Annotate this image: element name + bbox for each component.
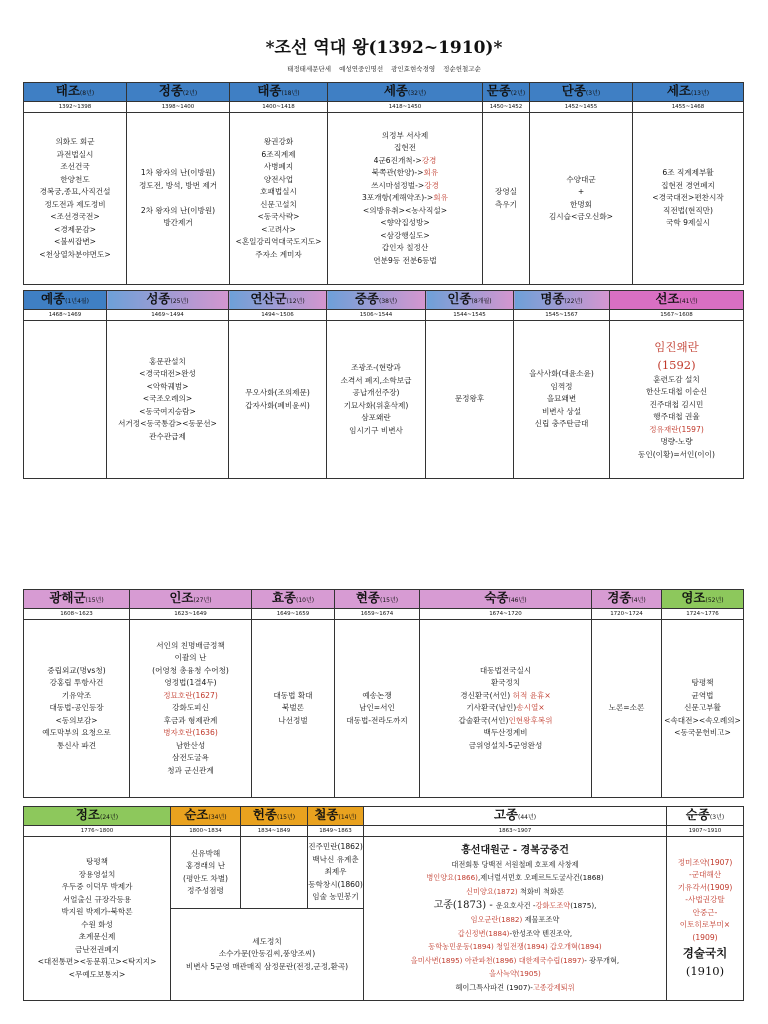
event-line: <경국대전>완성 bbox=[139, 369, 196, 379]
event-line: 수양대군 bbox=[566, 174, 596, 184]
event-line: 명량-노량 bbox=[660, 437, 693, 447]
king-header-yeonsangun: 연산군(12년) bbox=[229, 291, 327, 310]
king-header-taejong: 태종(18년) bbox=[230, 83, 328, 102]
event-line: 남인=서인 bbox=[359, 703, 395, 713]
event-line: 경복궁,종묘,사직건설 bbox=[39, 187, 111, 196]
king-events-sunjo bbox=[171, 837, 241, 909]
gapsul-hwanguk: 갑술환국(서인)인현왕후복위 bbox=[458, 715, 553, 725]
injo-events-mid bbox=[130, 702, 251, 727]
event-line: <무예도보통지> bbox=[68, 969, 126, 979]
reign-years: 1392~1398 bbox=[24, 102, 127, 113]
gojong-line: 동학농민운동(1894) 청일전쟁(1894) 갑오개혁(1894) bbox=[428, 942, 602, 952]
reign-years: 1544~1545 bbox=[426, 310, 514, 321]
gisa-hwanguk: 기사환국(남인)송시열× bbox=[466, 703, 545, 713]
event-line: 연분9등 전분6등법 bbox=[373, 255, 437, 265]
sedo-line: 소수가문(안동김씨,풍양조씨) bbox=[218, 949, 316, 959]
event-line: <경제문감> bbox=[53, 224, 97, 234]
event-line: 균역법 bbox=[691, 690, 714, 700]
reign-years: 1776~1800 bbox=[24, 826, 171, 837]
reign-years: 1907~1910 bbox=[667, 826, 744, 837]
king-events-yeongjo bbox=[662, 620, 744, 798]
event-line: -사법권강탈 bbox=[685, 895, 725, 905]
sunjong-events bbox=[667, 857, 743, 945]
event-line: 우두중 이덕무 박제가 bbox=[61, 882, 133, 891]
king-events-sejong bbox=[328, 113, 483, 285]
event-line: 1차 왕자의 난(이방원) bbox=[140, 168, 216, 178]
event-line: 무오사화(조의제문) bbox=[245, 388, 310, 397]
gojong-line: 병인양요(1866),제너럴셔먼호 오페르트도굴사건(1868) bbox=[426, 873, 604, 883]
event-line: 초계문신제 bbox=[78, 932, 116, 941]
reign-years: 1623~1649 bbox=[130, 609, 252, 620]
gojong-line: 고종(1873) - 운요호사건 -강화도조약(1875), bbox=[433, 900, 597, 912]
kings-table-early bbox=[23, 82, 744, 285]
gojong-line: 신미양요(1872) 척화비 척화론 bbox=[466, 886, 564, 896]
reign-years: 1400~1418 bbox=[230, 102, 328, 113]
event-line: 집현전 경연폐지 bbox=[661, 180, 715, 190]
event-line: 백낙신 유계춘 bbox=[312, 854, 359, 864]
king-events-seongjong bbox=[107, 321, 229, 479]
event-line: 한산도대첩 이순신 bbox=[645, 387, 708, 397]
reign-years: 1418~1450 bbox=[328, 102, 483, 113]
king-header-heonjong: 헌종(15년) bbox=[241, 807, 308, 826]
event-line: 정주성점령 bbox=[187, 886, 224, 895]
seonjo-events-2 bbox=[610, 436, 743, 461]
event-line: 조광조-(현량과 bbox=[351, 363, 401, 372]
event-line: 중립외교(명vs청) bbox=[47, 665, 106, 675]
jeongmyo-horan: 정묘호란(1627) bbox=[163, 690, 218, 700]
seonjo-events bbox=[610, 374, 743, 424]
event-line: 기유약조 bbox=[61, 690, 92, 700]
event-line: 직전법(현직만) bbox=[663, 205, 713, 215]
event-line: <동국문헌비고> bbox=[674, 728, 731, 738]
reign-years: 1398~1400 bbox=[127, 102, 230, 113]
king-events-yejong bbox=[24, 321, 107, 479]
king-events-munjong bbox=[483, 113, 530, 285]
king-header-sunjong: 순종(3년) bbox=[667, 807, 744, 826]
gojong-line: 대전회통 당백전 서원철폐 호포제 사창제 bbox=[451, 859, 579, 869]
event-line: 조선건국 bbox=[60, 162, 90, 171]
reign-years: 1455~1468 bbox=[633, 102, 744, 113]
king-header-gwanghaegun: 광해군(15년) bbox=[24, 590, 130, 609]
event-line: 환국정치 bbox=[490, 678, 521, 688]
heungseon-daewongun: 흥선대원군 - 경복궁중건 bbox=[461, 844, 569, 856]
jeongyu-war: 정유재란(1597) bbox=[649, 424, 704, 434]
event-line: 강홍립 투항사건 bbox=[49, 678, 104, 688]
event-line: 삼포왜란 bbox=[361, 413, 391, 422]
king-events-heonjong bbox=[241, 837, 308, 909]
event-line: 의정부 서사제 bbox=[381, 130, 429, 140]
event-line: + bbox=[577, 187, 585, 196]
reign-years: 1659~1674 bbox=[335, 609, 420, 620]
king-header-danjong: 단종(3년) bbox=[530, 83, 633, 102]
event-line: 금난전권폐지 bbox=[74, 944, 119, 954]
reign-years: 1834~1849 bbox=[241, 826, 308, 837]
event-line: 탕평책 bbox=[85, 857, 108, 866]
event-line: 6조직계제 bbox=[261, 149, 296, 159]
reign-years: 1469~1494 bbox=[107, 310, 229, 321]
event-line: 호패법실시 bbox=[260, 187, 297, 196]
king-events-yeonsangun bbox=[229, 321, 327, 479]
event-line: 금위영설치-5군영완성 bbox=[468, 740, 543, 750]
event-line: 통신사 파견 bbox=[56, 740, 97, 750]
event-line: 백두산정계비 bbox=[483, 728, 528, 738]
king-header-sukjong: 숙종(46년) bbox=[420, 590, 592, 609]
event-line: <동국사략> bbox=[257, 212, 300, 221]
event-line: 청과 군신관계 bbox=[167, 765, 214, 775]
event-line: -군대해산 bbox=[688, 870, 722, 880]
event-line: 6조 직계제부활 bbox=[662, 168, 714, 178]
event-line: <혼일강리역대국도지도> bbox=[235, 237, 322, 246]
event-line: 나선정벌 bbox=[278, 715, 308, 725]
sedo-title: 세도정치 bbox=[252, 936, 282, 946]
kings-table-late bbox=[23, 589, 744, 798]
event-line: 강화도피신 bbox=[172, 703, 209, 713]
event-line: <조선경국전> bbox=[50, 212, 100, 221]
king-events-taejo bbox=[24, 113, 127, 285]
event-line: 예도막부의 요청으로 bbox=[42, 728, 111, 738]
event-line: 신립 충주탄금대 bbox=[534, 419, 589, 429]
king-events-gyeongjong bbox=[592, 620, 662, 798]
event-line: 4군6진개척->강경 bbox=[373, 155, 437, 165]
event-line: 홍문관설치 bbox=[149, 356, 186, 366]
event-line: 대동법-전라도까지 bbox=[346, 715, 408, 725]
event-line: 국학 9제실시 bbox=[666, 218, 710, 228]
event-line: 서거정<동국통감><동문선> bbox=[118, 419, 217, 429]
event-line: 노론=소론 bbox=[608, 703, 645, 713]
reign-years: 1720~1724 bbox=[592, 609, 662, 620]
king-header-cheoljong: 철종(14년) bbox=[308, 807, 364, 826]
event-line: 사병폐지 bbox=[263, 162, 294, 171]
event-line bbox=[127, 192, 229, 205]
gojong-line: 임오군란(1882) 제물포조약 bbox=[470, 915, 560, 925]
event-line: 을사사화(대윤소윤) bbox=[529, 369, 594, 379]
event-line: 측우기 bbox=[494, 199, 517, 209]
sedo-line: 비변사 5군영 매관매직 삼정문란(전정,군정,환곡) bbox=[185, 961, 349, 971]
event-line: 대동법전국실시 bbox=[479, 665, 532, 675]
event-line: 신문고설치 bbox=[260, 199, 297, 209]
king-header-taejo: 태조(8년) bbox=[24, 83, 127, 102]
event-line: 홍경래의 난 bbox=[185, 861, 226, 870]
event-line: 진주대첩 김시민 bbox=[649, 399, 704, 409]
event-line: 과전법실시 bbox=[56, 149, 94, 159]
event-line: <경국대전>편찬시작 bbox=[652, 193, 724, 203]
reign-years: 1468~1469 bbox=[24, 310, 107, 321]
king-header-munjong: 문종(2년) bbox=[483, 83, 530, 102]
reign-years: 1724~1776 bbox=[662, 609, 744, 620]
reign-years: 1567~1608 bbox=[610, 310, 744, 321]
event-line: 비변사 상설 bbox=[541, 406, 582, 416]
event-line: 기묘사화(위훈삭제) bbox=[343, 400, 409, 410]
gojong-line: 헤이그특사파견 (1907)-고종강제퇴위 bbox=[455, 982, 575, 992]
king-header-seongjong: 성종(25년) bbox=[107, 291, 229, 310]
reign-years: 1800~1834 bbox=[171, 826, 241, 837]
king-events-jeongjong bbox=[127, 113, 230, 285]
king-header-seonjo: 선조(41년) bbox=[610, 291, 744, 310]
event-line: 최제우 bbox=[324, 867, 347, 877]
king-events-gojong bbox=[364, 837, 667, 1001]
event-line: 의화도 회군 bbox=[55, 137, 95, 146]
event-line: 신문고부활 bbox=[684, 703, 721, 713]
event-line: (평안도 차별) bbox=[182, 873, 229, 883]
event-line: 남한산성 bbox=[175, 740, 206, 750]
event-line: 2차 왕자의 난(이방원) bbox=[140, 205, 216, 215]
event-line: 갑인자 칠정산 bbox=[381, 243, 429, 253]
king-header-jeongjo: 정조(24년) bbox=[24, 807, 171, 826]
king-header-gyeongjong: 경종(4년) bbox=[592, 590, 662, 609]
gojong-line: 을사늑약(1905) bbox=[489, 969, 541, 979]
event-line: 주자소 계미자 bbox=[255, 249, 302, 259]
event-line: 양전사업 bbox=[263, 174, 294, 184]
event-line: 동학창시(1860) bbox=[308, 879, 363, 889]
event-line: 갑자사화(폐비윤씨) bbox=[245, 400, 310, 410]
event-line: 관수관급제 bbox=[149, 431, 186, 441]
event-line: 정도전과 제도정비 bbox=[44, 199, 106, 209]
event-line: 영정법(1결4두) bbox=[164, 678, 217, 688]
king-header-gojong: 고종(44년) bbox=[364, 807, 667, 826]
king-events-myeongjong bbox=[514, 321, 610, 479]
event-line: <국조오례의> bbox=[142, 394, 193, 404]
event-line: (어영청 총융청 수어청) bbox=[152, 665, 229, 675]
imjin-war: 임진왜란 bbox=[654, 339, 699, 354]
event-line: 쓰시마섬정벌->강경 bbox=[371, 180, 439, 190]
event-line: 동인(이황)=서인(이이) bbox=[638, 449, 715, 459]
event-line: 예송논쟁 bbox=[362, 690, 392, 700]
gyeongsul-year: (1910) bbox=[685, 964, 725, 979]
event-line: 수원 화성 bbox=[81, 919, 113, 929]
event-line: <동국여지승람> bbox=[139, 406, 196, 416]
event-line: 북벌론 bbox=[281, 703, 304, 713]
event-line: 후금과 형제관계 bbox=[163, 715, 218, 725]
king-events-injong bbox=[426, 321, 514, 479]
reign-years: 1545~1567 bbox=[514, 310, 610, 321]
kings-table-late-2 bbox=[23, 806, 744, 1001]
gojong-line: 을미사변(1895) 아관파천(1896) 대한제국수립(1897)- 광무개혁, bbox=[410, 955, 620, 965]
event-line: 왕권강화 bbox=[263, 137, 294, 146]
king-events-jeongjo bbox=[24, 837, 171, 1001]
king-header-sejong: 세종(32년) bbox=[328, 83, 483, 102]
sukjong-events bbox=[420, 665, 591, 690]
king-header-hyeonjong: 현종(15년) bbox=[335, 590, 420, 609]
king-header-yejong: 예종(1년4월) bbox=[24, 291, 107, 310]
event-line: 서얼출신 규장각등용 bbox=[62, 894, 132, 904]
event-line: <대전통편><동문휘고><탁지지> bbox=[37, 957, 157, 966]
kings-table-early-2 bbox=[23, 290, 744, 479]
king-events-danjong bbox=[530, 113, 633, 285]
king-events-sunjong bbox=[667, 837, 744, 1001]
injo-events bbox=[130, 640, 251, 690]
event-line: 북쪽관(한양)->회유 bbox=[371, 168, 439, 178]
king-header-jeongjong: 정종(2년) bbox=[127, 83, 230, 102]
reign-years: 1452~1455 bbox=[530, 102, 633, 113]
reign-years: 1506~1544 bbox=[327, 310, 426, 321]
event-line: 김시습<금오신화> bbox=[548, 212, 614, 221]
event-line: 3포개항(계해약조)->회유 bbox=[362, 193, 448, 203]
king-header-myeongjong: 명종(22년) bbox=[514, 291, 610, 310]
king-header-hyojong: 효종(10년) bbox=[252, 590, 335, 609]
king-header-sunjo: 순조(34년) bbox=[171, 807, 241, 826]
king-events-injo bbox=[130, 620, 252, 798]
event-line: 행주대첩 권율 bbox=[653, 412, 700, 422]
event-line: 안중근- bbox=[692, 907, 718, 917]
event-line: <천상열차분야면도> bbox=[39, 249, 111, 259]
event-line: 임꺽정 bbox=[550, 381, 573, 391]
sedo-politics bbox=[171, 909, 364, 1001]
king-events-gwanghaegun bbox=[24, 620, 130, 798]
reign-years: 1494~1506 bbox=[229, 310, 327, 321]
event-line: 정미조약(1907) bbox=[677, 857, 733, 867]
event-line: 정도전, 방석, 방번 제거 bbox=[138, 180, 218, 190]
king-events-seonjo bbox=[610, 321, 744, 479]
king-header-sejo: 세조(13년) bbox=[633, 83, 744, 102]
event-line: 기유각서(1909) bbox=[677, 882, 733, 892]
king-events-hyeonjong bbox=[335, 620, 420, 798]
byeongja-horan: 병자호란(1636) bbox=[163, 728, 218, 738]
reign-years: 1863~1907 bbox=[364, 826, 667, 837]
gojong-line: 갑신정변(1884)-한성조약 톈진조약, bbox=[457, 928, 573, 938]
reign-years: 1674~1720 bbox=[420, 609, 592, 620]
king-events-sukjong bbox=[420, 620, 592, 798]
page-title: *조선 역대 왕(1392~1910)* bbox=[265, 38, 503, 58]
event-line: 소격서 폐지,소학보급 bbox=[340, 375, 412, 385]
gyeongsin-hwanguk: 경신환국(서인) 허적 윤휴× bbox=[460, 690, 551, 700]
event-line: <불씨잡변> bbox=[53, 237, 97, 246]
event-line: 장용영설치 bbox=[78, 869, 116, 879]
event-line: <악학궤범> bbox=[146, 381, 189, 391]
event-line: 이토히로부미× bbox=[679, 920, 731, 930]
king-events-hyojong bbox=[252, 620, 335, 798]
reign-years: 1849~1863 bbox=[308, 826, 364, 837]
event-line: 한명회 bbox=[569, 199, 592, 209]
imjin-war-year: (1592) bbox=[657, 357, 696, 372]
event-line: 대동법-공인등장 bbox=[49, 703, 104, 713]
gyeongsul-gukchi: 경술국치 bbox=[682, 946, 728, 961]
reign-years: 1450~1452 bbox=[483, 102, 530, 113]
event-line: <향약집성방> bbox=[380, 218, 430, 228]
event-line: 한양천도 bbox=[60, 174, 90, 184]
sukjong-events-2 bbox=[420, 727, 591, 752]
event-line: 훈련도감 설치 bbox=[653, 374, 700, 384]
event-line: 장영실 bbox=[494, 187, 517, 196]
king-header-injong: 인종(8개월) bbox=[426, 291, 514, 310]
event-line: 진주민란(1862) bbox=[308, 842, 363, 852]
event-line: 문정왕후 bbox=[454, 394, 485, 404]
event-line: 집현전 bbox=[393, 143, 416, 153]
king-header-yeongjo: 영조(52년) bbox=[662, 590, 744, 609]
event-line: <의방유취><농사직설> bbox=[362, 205, 448, 215]
event-line: 공납개선주장) bbox=[352, 388, 400, 397]
event-line: 박지원 박제가-북학론 bbox=[61, 907, 133, 916]
king-header-injo: 인조(27년) bbox=[130, 590, 252, 609]
event-line: 신유박해 bbox=[190, 848, 221, 858]
event-line: 탕평책 bbox=[691, 678, 714, 688]
event-line: (1909) bbox=[692, 932, 718, 942]
event-line: <삼강행실도> bbox=[380, 230, 430, 240]
event-line: 이괄의 난 bbox=[174, 653, 207, 663]
event-line: 임술 농민봉기 bbox=[312, 892, 359, 902]
event-line: 임시기구 비변사 bbox=[349, 425, 403, 435]
king-events-sejo bbox=[633, 113, 744, 285]
event-line: 삼전도굴욕 bbox=[172, 753, 209, 763]
event-line: <동의보감> bbox=[55, 715, 98, 725]
event-line: 을묘왜변 bbox=[546, 394, 577, 404]
event-line: 서인의 친명배금정책 bbox=[156, 640, 225, 650]
event-line: 대동법 확대 bbox=[273, 690, 313, 700]
king-events-jungjong bbox=[327, 321, 426, 479]
reign-years: 1608~1623 bbox=[24, 609, 130, 620]
mnemonic-subtitle: 태정태세문단세 예성연중인명선 광인효현숙경영 정순헌철고순 bbox=[287, 65, 481, 73]
king-events-cheoljong bbox=[308, 837, 364, 909]
king-header-jungjong: 중종(38년) bbox=[327, 291, 426, 310]
event-line: <고려사> bbox=[261, 224, 296, 234]
event-line: <속대전><속오례의> bbox=[664, 715, 741, 725]
king-events-taejong bbox=[230, 113, 328, 285]
reign-years: 1649~1659 bbox=[252, 609, 335, 620]
event-line: 방간제거 bbox=[163, 218, 193, 228]
injo-events-2 bbox=[130, 740, 251, 778]
